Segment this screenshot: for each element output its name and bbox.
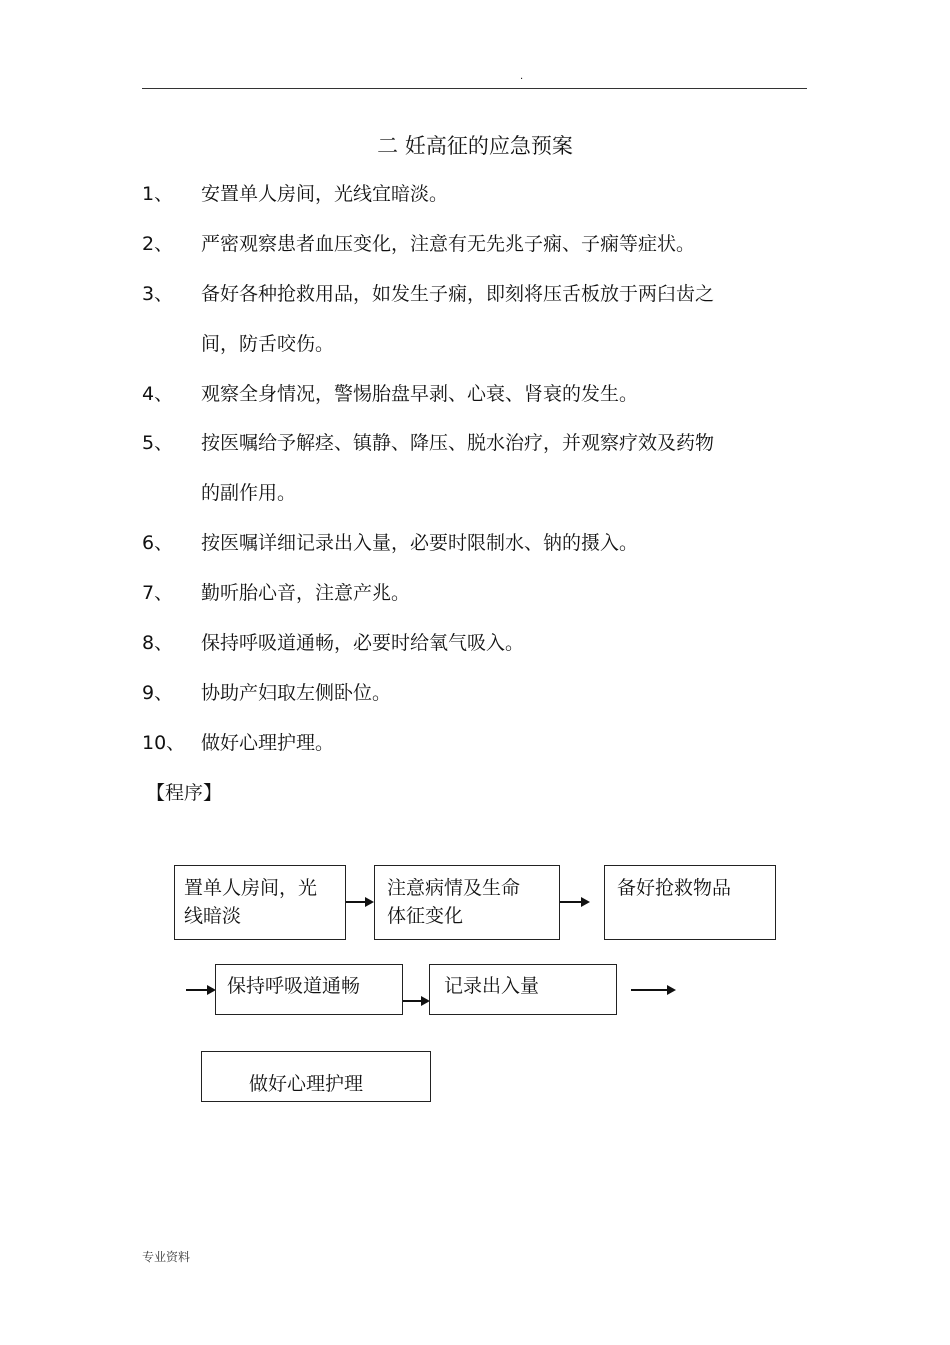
item-text: 协助产妇取左侧卧位。 [201,682,392,704]
flow-step-text: 注意病情及生命 [387,877,521,899]
item-number: 5、 [142,432,174,454]
item-text: 按医嘱详细记录出入量，必要时限制水、钠的摄入。 [201,532,639,554]
item-text: 观察全身情况，警惕胎盘早剥、心衰、肾衰的发生。 [201,383,639,405]
item-text: 严密观察患者血压变化，注意有无先兆子痫、子痫等症状。 [201,233,696,255]
item-number: 8、 [142,632,174,654]
item-number: 4、 [142,383,174,405]
item-text: 按医嘱给予解痉、镇静、降压、脱水治疗，并观察疗效及药物 [201,432,715,454]
item-text-continued: 间，防舌咬伤。 [201,333,335,355]
item-text: 勤听胎心音，注意产兆。 [201,582,411,604]
item-number: 6、 [142,532,174,554]
item-number: 3、 [142,283,174,305]
flow-step-psychological-care [201,1051,431,1102]
flow-step-text: 置单人房间，光 [184,877,318,899]
item-number: 7、 [142,582,174,604]
footer-label: 专业资料 [142,1250,191,1264]
flow-step-intake-output [429,964,617,1015]
page-title: 二 妊高征的应急预案 [377,134,573,158]
flow-arrow [403,996,430,1006]
flow-arrow [186,985,216,995]
flow-arrow [631,985,676,995]
item-text: 备好各种抢救用品，如发生子痫，即刻将压舌板放于两臼齿之 [201,283,715,305]
item-number: 10、 [142,732,186,754]
item-text: 保持呼吸道通畅，必要时给氧气吸入。 [201,632,525,654]
flow-step-airway [215,964,403,1015]
flow-step-text: 线暗淡 [184,905,242,927]
flow-step-observe [374,865,560,940]
flow-step-text: 备好抢救物品 [617,877,732,899]
item-text-continued: 的副作用。 [201,482,297,504]
item-text: 做好心理护理。 [201,732,335,754]
flow-step-room [174,865,346,940]
item-number: 2、 [142,233,174,255]
flow-arrow [346,897,374,907]
flow-step-text: 保持呼吸道通畅 [227,975,361,997]
item-number: 1、 [142,183,174,205]
flow-step-text: 记录出入量 [444,975,540,997]
section-label: 【程序】 [146,782,223,804]
flow-step-text: 做好心理护理 [249,1073,364,1095]
flow-arrow [560,897,590,907]
flow-step-supplies [604,865,776,940]
item-number: 9、 [142,682,174,704]
flow-step-text: 体征变化 [387,905,464,927]
item-text: 安置单人房间，光线宜暗淡。 [201,183,449,205]
header-mark: . [520,71,524,82]
header-rule [142,88,807,89]
